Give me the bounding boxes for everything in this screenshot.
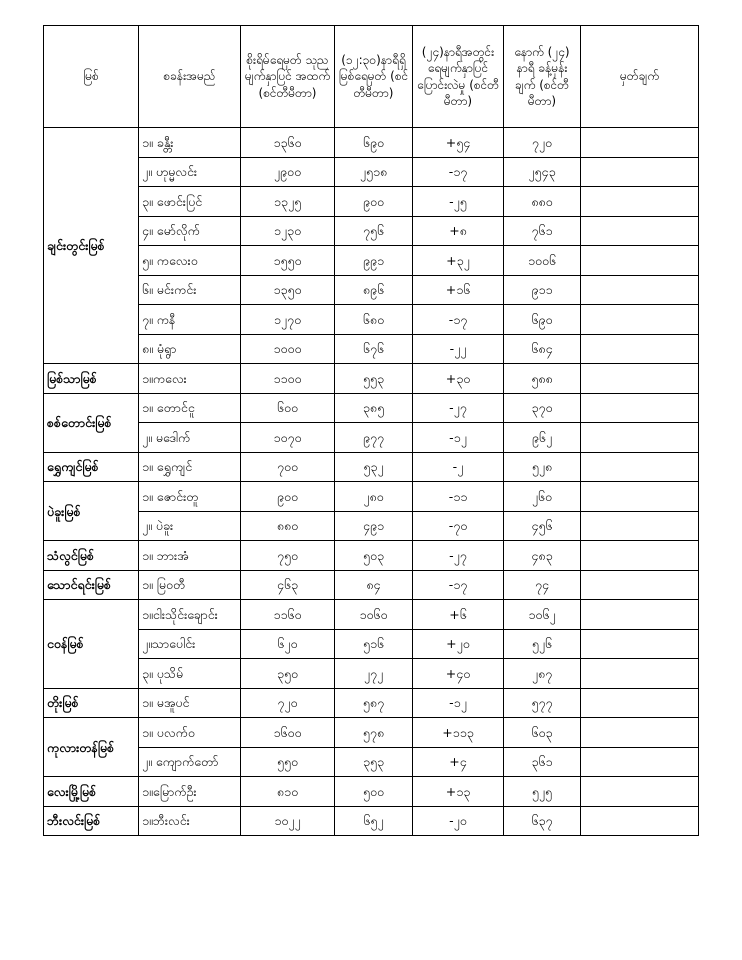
river-name: ချင်းတွင်းမြစ် <box>44 128 139 364</box>
remark-cell <box>581 216 699 246</box>
forecast-cell: ၂၅၄၃ <box>504 157 581 187</box>
station-name: ၃။ ပုသိမ် <box>139 659 241 689</box>
current-level-cell: ၃၅၃ <box>335 747 413 777</box>
remark-cell <box>581 128 699 158</box>
table-row <box>44 570 699 600</box>
danger-level-cell: ၁၀၀၀ <box>241 334 335 364</box>
current-level-cell: ၆၇၆ <box>335 334 413 364</box>
station-name: ၁။ ပလက်ဝ <box>139 718 241 748</box>
danger-level-cell: ၁၂၇၀ <box>241 305 335 335</box>
station-name: ၁။ဘီးလင်း <box>139 806 241 836</box>
forecast-cell: ၁၀၀၆ <box>504 246 581 276</box>
remark-cell <box>581 246 699 276</box>
remark-cell <box>581 423 699 453</box>
level-change-cell: -၂၅ <box>413 187 504 217</box>
remark-cell <box>581 364 699 394</box>
remark-cell <box>581 511 699 541</box>
current-level-cell: ၈၄ <box>335 570 413 600</box>
forecast-cell: ၇၆၁ <box>504 216 581 246</box>
current-level-cell: ၆၉၀ <box>335 128 413 158</box>
table-row <box>44 246 699 276</box>
remark-cell <box>581 777 699 807</box>
level-change-cell: +၄၀ <box>413 659 504 689</box>
remark-cell <box>581 482 699 512</box>
remark-cell <box>581 718 699 748</box>
current-level-cell: ၄၉၁ <box>335 511 413 541</box>
level-change-cell: -၁၂ <box>413 688 504 718</box>
danger-level-cell: ၃၅၀ <box>241 659 335 689</box>
header-change: (၂၄)နာရီအတွင်း ရေမျက်နှာပြင် ပြောင်းလဲမှု (စင်တီမီတာ) <box>413 26 504 128</box>
remark-cell <box>581 157 699 187</box>
table-row <box>44 688 699 718</box>
station-name: ၂။ ဟုမ္မလင်း <box>139 157 241 187</box>
river-name: သောင်ရင်းမြစ် <box>44 570 139 600</box>
station-name: ၂။သာပေါင်း <box>139 629 241 659</box>
forecast-cell: ၉၁၁ <box>504 275 581 305</box>
current-level-cell: ၅၀၃ <box>335 541 413 571</box>
danger-level-cell: ၁၀၂၂ <box>241 806 335 836</box>
river-name: မြစ်သာမြစ် <box>44 364 139 394</box>
forecast-cell: ၅၈၈ <box>504 364 581 394</box>
header-forecast: နောက် (၂၄) နာရီ ခန့်မှန်းချက် (စင်တီမီတာ) <box>504 26 581 128</box>
danger-level-cell: ၆၂၀ <box>241 629 335 659</box>
table-row <box>44 806 699 836</box>
current-level-cell: ၅၇၈ <box>335 718 413 748</box>
station-name: ၇။ ကနီ <box>139 305 241 335</box>
level-change-cell: -၁၇ <box>413 305 504 335</box>
station-name: ၄။ မော်လိုက် <box>139 216 241 246</box>
current-level-cell: ၃၈၅ <box>335 393 413 423</box>
station-name: ၁။ မအူပင် <box>139 688 241 718</box>
table-row <box>44 452 699 482</box>
level-change-cell: +၄ <box>413 747 504 777</box>
level-change-cell: +၁၃ <box>413 777 504 807</box>
remark-cell <box>581 275 699 305</box>
table-row <box>44 482 699 512</box>
table-row <box>44 747 699 777</box>
level-change-cell: +၃၂ <box>413 246 504 276</box>
current-level-cell: ၅၀၀ <box>335 777 413 807</box>
current-level-cell: ၆၅၂ <box>335 806 413 836</box>
station-name: ၁။ မြဝတီ <box>139 570 241 600</box>
current-level-cell: ၉၀၀ <box>335 187 413 217</box>
forecast-cell: ၇၂၀ <box>504 128 581 158</box>
level-change-cell: +၃၀ <box>413 364 504 394</box>
danger-level-cell: ၁၁၆၀ <box>241 600 335 630</box>
forecast-cell: ၉၆၂ <box>504 423 581 453</box>
level-change-cell: -၁၇ <box>413 157 504 187</box>
danger-level-cell: ၁၆၀၀ <box>241 718 335 748</box>
danger-level-cell: ၈၈၀ <box>241 511 335 541</box>
river-name: လေးမြို့မြစ် <box>44 777 139 807</box>
river-name: ငဝန်မြစ် <box>44 600 139 689</box>
current-level-cell: ၇၅၆ <box>335 216 413 246</box>
table-body <box>44 128 699 836</box>
danger-level-cell: ၇၅၀ <box>241 541 335 571</box>
current-level-cell: ၂၇၂ <box>335 659 413 689</box>
table-row <box>44 423 699 453</box>
table-row <box>44 157 699 187</box>
level-change-cell: -၂၀ <box>413 806 504 836</box>
table-row <box>44 128 699 158</box>
remark-cell <box>581 452 699 482</box>
remark-cell <box>581 393 699 423</box>
current-level-cell: ၅၁၆ <box>335 629 413 659</box>
station-name: ၁။ငါးသိုင်းချောင်း <box>139 600 241 630</box>
remark-cell <box>581 570 699 600</box>
level-change-cell: -၁၂ <box>413 423 504 453</box>
current-level-cell: ၅၃၂ <box>335 452 413 482</box>
remark-cell <box>581 747 699 777</box>
level-change-cell: -၇၀ <box>413 511 504 541</box>
level-change-cell: +၁၁၃ <box>413 718 504 748</box>
forecast-cell: ၈၈၀ <box>504 187 581 217</box>
forecast-cell: ၆၈၄ <box>504 334 581 364</box>
river-name: ကုလားတန်မြစ် <box>44 718 139 777</box>
forecast-cell: ၄၅၆ <box>504 511 581 541</box>
station-name: ၈။ မုံရွာ <box>139 334 241 364</box>
table-row <box>44 187 699 217</box>
current-level-cell: ၁၀၆၀ <box>335 600 413 630</box>
station-name: ၂။ မဒေါက် <box>139 423 241 453</box>
level-change-cell: +၂၀ <box>413 629 504 659</box>
header-remark: မှတ်ချက် <box>581 26 699 128</box>
danger-level-cell: ၇၂၀ <box>241 688 335 718</box>
forecast-cell: ၅၂၅ <box>504 777 581 807</box>
header-current-level: (၁၂:၃၀)နာရီရှိ မြစ်ရေမှတ် (စင်တီမီတာ) <box>335 26 413 128</box>
level-change-cell: -၁၁ <box>413 482 504 512</box>
current-level-cell: ၉၇၇ <box>335 423 413 453</box>
level-change-cell: +၅၄ <box>413 128 504 158</box>
table-row <box>44 334 699 364</box>
current-level-cell: ၆၈၀ <box>335 305 413 335</box>
remark-cell <box>581 659 699 689</box>
danger-level-cell: ၁၃၂၅ <box>241 187 335 217</box>
forecast-cell: ၅၇၇ <box>504 688 581 718</box>
level-change-cell: +၆ <box>413 600 504 630</box>
danger-level-cell: ၁၁၀၀ <box>241 364 335 394</box>
table-row <box>44 393 699 423</box>
danger-level-cell: ၁၀၇၀ <box>241 423 335 453</box>
level-change-cell: -၂၇ <box>413 541 504 571</box>
station-name: ၃။ ဖောင်းပြင် <box>139 187 241 217</box>
danger-level-cell: ၁၅၅၀ <box>241 246 335 276</box>
river-name: တိုးမြစ် <box>44 688 139 718</box>
remark-cell <box>581 187 699 217</box>
danger-level-cell: ၄၆၃ <box>241 570 335 600</box>
danger-level-cell: ၉၀၀ <box>241 482 335 512</box>
forecast-cell: ၂၈၇ <box>504 659 581 689</box>
forecast-cell: ၃၆၁ <box>504 747 581 777</box>
table-row <box>44 718 699 748</box>
table-row <box>44 629 699 659</box>
forecast-cell: ၅၂၈ <box>504 452 581 482</box>
station-name: ၁။ တောင်ငူ <box>139 393 241 423</box>
danger-level-cell: ၇၀၀ <box>241 452 335 482</box>
remark-cell <box>581 305 699 335</box>
header-danger-level: စိုးရိမ်ရေမှတ် သုညမျက်နှာပြင် အထက် (စင်တီမီတာ) <box>241 26 335 128</box>
forecast-cell: ၃၇၀ <box>504 393 581 423</box>
forecast-cell: ၆၃၇ <box>504 806 581 836</box>
danger-level-cell: ၆၀၀ <box>241 393 335 423</box>
table-row <box>44 305 699 335</box>
river-name: ဘီးလင်းမြစ် <box>44 806 139 836</box>
river-name: ရွှေကျင်မြစ် <box>44 452 139 482</box>
danger-level-cell: ၂၉၀၀ <box>241 157 335 187</box>
water-level-table <box>43 25 699 836</box>
river-name: ပဲခူးမြစ် <box>44 482 139 541</box>
station-name: ၆။ မင်းကင်း <box>139 275 241 305</box>
current-level-cell: ၂၈၀ <box>335 482 413 512</box>
remark-cell <box>581 541 699 571</box>
station-name: ၂။ ပဲခူး <box>139 511 241 541</box>
level-change-cell: -၁၇ <box>413 570 504 600</box>
river-name: စစ်တောင်းမြစ် <box>44 393 139 452</box>
header-station: စခန်းအမည် <box>139 26 241 128</box>
table-row <box>44 216 699 246</box>
forecast-cell: ၁၀၆၂ <box>504 600 581 630</box>
current-level-cell: ၂၅၁၈ <box>335 157 413 187</box>
station-name: ၁။ ဘားအံ <box>139 541 241 571</box>
forecast-cell: ၅၂၆ <box>504 629 581 659</box>
table-row <box>44 511 699 541</box>
danger-level-cell: ၈၁၀ <box>241 777 335 807</box>
remark-cell <box>581 334 699 364</box>
station-name: ၂။ ကျောက်တော် <box>139 747 241 777</box>
table-row <box>44 541 699 571</box>
level-change-cell: +၈ <box>413 216 504 246</box>
current-level-cell: ၈၉၆ <box>335 275 413 305</box>
level-change-cell: -၂ <box>413 452 504 482</box>
table-row <box>44 275 699 305</box>
danger-level-cell: ၁၃၆၀ <box>241 128 335 158</box>
forecast-cell: ၆၀၃ <box>504 718 581 748</box>
forecast-cell: ၆၉၀ <box>504 305 581 335</box>
forecast-cell: ၇၄ <box>504 570 581 600</box>
station-name: ၁။ ဇောင်းတူ <box>139 482 241 512</box>
remark-cell <box>581 629 699 659</box>
station-name: ၅။ ကလေးဝ <box>139 246 241 276</box>
level-change-cell: -၂၂ <box>413 334 504 364</box>
station-name: ၁။မြောက်ဦး <box>139 777 241 807</box>
level-change-cell: +၁၆ <box>413 275 504 305</box>
danger-level-cell: ၁၃၅၀ <box>241 275 335 305</box>
current-level-cell: ၉၉၁ <box>335 246 413 276</box>
station-name: ၁။ ရွှေကျင် <box>139 452 241 482</box>
remark-cell <box>581 688 699 718</box>
forecast-cell: ၄၈၃ <box>504 541 581 571</box>
danger-level-cell: ၅၅၀ <box>241 747 335 777</box>
station-name: ၁။ ခန္တီး <box>139 128 241 158</box>
current-level-cell: ၅၈၇ <box>335 688 413 718</box>
station-name: ၁။ကလေး <box>139 364 241 394</box>
header-river: မြစ် <box>44 26 139 128</box>
forecast-cell: ၂၆၀ <box>504 482 581 512</box>
remark-cell <box>581 600 699 630</box>
level-change-cell: -၂၇ <box>413 393 504 423</box>
danger-level-cell: ၁၂၃၀ <box>241 216 335 246</box>
table-row <box>44 777 699 807</box>
remark-cell <box>581 806 699 836</box>
table-row <box>44 364 699 394</box>
header-row <box>44 26 699 128</box>
table-row <box>44 659 699 689</box>
table-row <box>44 600 699 630</box>
river-name: သံလွင်မြစ် <box>44 541 139 571</box>
current-level-cell: ၅၅၃ <box>335 364 413 394</box>
